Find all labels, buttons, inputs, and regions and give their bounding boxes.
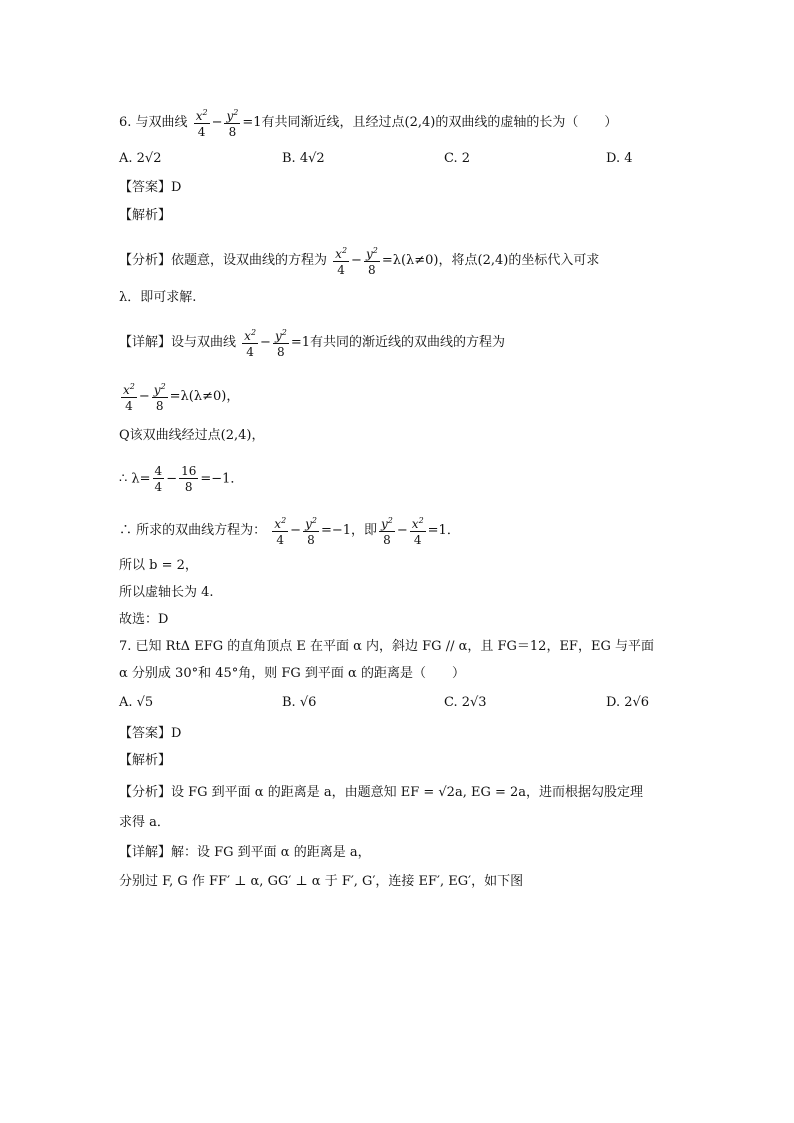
frac-y2-8: $\frac{y^2}{8}$ (226, 108, 239, 139)
q6-step4: ∴ 所求的双曲线方程为： $\frac{x^2}{4}$ − $\frac{y^2}{8}$ =−1，即 $\frac{y^2}{8}$ − $\frac{x^2}{4}$ =1． (119, 516, 460, 547)
q6-detail: 【详解】设与双曲线 $\frac{x^2}{4}$ − $\frac{y^2}{8}$ =1有共同的渐近线的双曲线的方程为 (119, 328, 505, 359)
q6-step1: $\frac{x^2}{4}$ − $\frac{y^2}{8}$ =λ(λ≠0)， (123, 382, 240, 413)
q6-step3: ∴ λ= $\frac{4}{4}$ − $\frac{16}{8}$ =−1． (119, 464, 244, 494)
frac-y2-8: $\frac{y^2}{8}$ (153, 382, 166, 413)
frac-y2-8: $\frac{y^2}{8}$ (305, 516, 317, 547)
frac-4-4: $\frac{4}{4}$ (154, 464, 163, 494)
q6-detail-a: 【详解】设与双曲线 (119, 335, 237, 350)
q6-step3-a: ∴ λ= (119, 471, 151, 487)
frac-y2-8: $\frac{y^2}{8}$ (365, 246, 378, 277)
q7-answer: 【答案】D (119, 726, 182, 741)
frac-x2-4: $\frac{x^2}{4}$ (335, 246, 348, 277)
q6-step6: 所以虚轴长为 4. (119, 585, 214, 600)
frac-x2-4: $\frac{x^2}{4}$ (274, 516, 287, 547)
q6-option-a: A. 2√2 (119, 151, 162, 166)
frac-x2-4: $\frac{x^2}{4}$ (244, 328, 257, 359)
q7-option-b: B. √6 (282, 695, 317, 710)
q6-step3-b: =−1． (200, 471, 244, 487)
frac-16-8: $\frac{16}{8}$ (181, 464, 197, 494)
q6-answer: 【答案】D (119, 180, 182, 195)
q6-stem-a: 6. 与双曲线 (119, 115, 188, 130)
frac-y2-8: $\frac{y^2}{8}$ (274, 328, 287, 359)
q6-step4-c: =1． (427, 523, 460, 538)
q6-stem-c: 的双曲线的虚轴的长为（ ） (435, 115, 618, 130)
q7-jiexi: 【解析】 (119, 753, 172, 768)
q6-option-b: B. 4√2 (282, 151, 325, 166)
q6-step4-b: =−1，即 (320, 523, 377, 538)
q6-jiexi: 【解析】 (119, 208, 172, 223)
frac-x2-4: $\frac{x^2}{4}$ (411, 516, 424, 547)
q7-option-a: A. √5 (119, 695, 154, 710)
q6-option-d: D. 4 (606, 151, 633, 166)
q6-step5: 所以 b = 2， (119, 558, 198, 573)
q7-fenxi-line2: 求得 a． (119, 815, 170, 830)
q7-option-d: D. 2√6 (606, 695, 650, 710)
q6-step1-text: ， (226, 389, 240, 404)
q6-detail-b: 有共同的渐近线的双曲线的方程为 (309, 335, 505, 350)
q7-option-c: C. 2√3 (444, 695, 487, 710)
q6-fenxi-a: 【分析】依题意，设双曲线的方程为 (119, 253, 328, 268)
q6-fenxi: 【分析】依题意，设双曲线的方程为 $\frac{x^2}{4}$ − $\frac{y^2}{8}$ =λ(λ≠0)，将点(2,4)的坐标代入可求 (119, 246, 600, 277)
q6-step2: Q该双曲线经过点(2,4)， (119, 428, 265, 443)
q7-detail-line1: 【详解】解：设 FG 到平面 α 的距离是 a， (119, 845, 371, 860)
q7-stem-line1: 7. 已知 RtΔ EFG 的直角顶点 E 在平面 α 内，斜边 FG // α，且 FG＝12，EF，EG 与平面 (119, 639, 654, 654)
q6-step7: 故选：D (119, 612, 169, 627)
q7-stem-line2: α 分别成 30°和 45°角，则 FG 到平面 α 的距离是（ ） (119, 666, 465, 681)
frac-y2-8: $\frac{y^2}{8}$ (381, 516, 393, 547)
q6-fenxi-b: ，将点 (438, 253, 478, 268)
q6-fenxi-c: 的坐标代入可求 (508, 253, 600, 268)
q6-stem: 6. 与双曲线 $\frac{x^2}{4}$ − $\frac{y^2}{8}$ =1有共同渐近线，且经过点(2,4)的双曲线的虚轴的长为（ ） (119, 108, 618, 139)
q6-stem-b: 有共同渐近线，且经过点 (261, 115, 405, 130)
q7-fenxi-line1: 【分析】设 FG 到平面 α 的距离是 a，由题意知 EF = √2a, EG = 2a，进而根据勾股定理 (119, 785, 644, 800)
q6-step4-a: ∴ 所求的双曲线方程为： (119, 523, 267, 538)
q6-fenxi-d: λ．即可求解. (119, 290, 197, 305)
frac-x2-4: $\frac{x^2}{4}$ (123, 382, 135, 413)
frac-x2-4: $\frac{x^2}{4}$ (195, 108, 208, 139)
q6-option-c: C. 2 (444, 151, 471, 166)
q7-detail-line2: 分别过 F, G 作 FF′ ⊥ α, GG′ ⊥ α 于 F′, G′，连接 EF′, EG′，如下图 (119, 874, 524, 889)
q6-stem-point: (2,4) (404, 115, 436, 130)
